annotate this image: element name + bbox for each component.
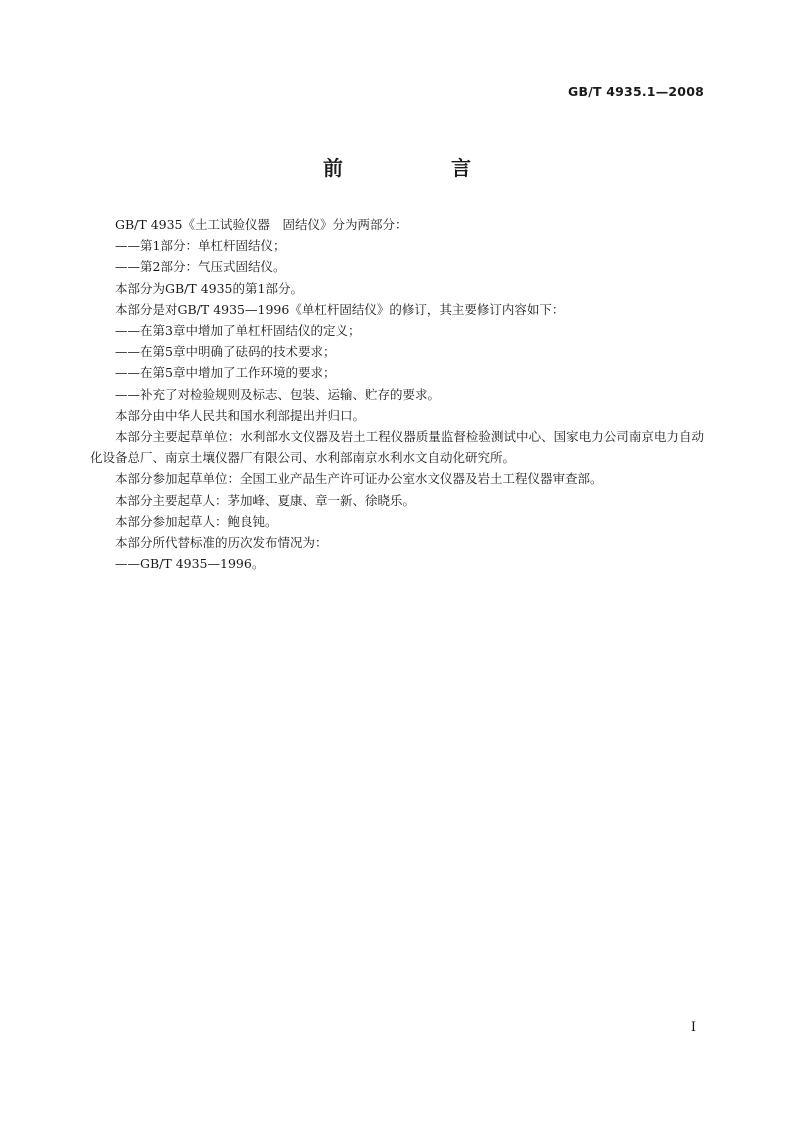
paragraph-revision: 本部分是对GB/T 4935—1996《单杠杆固结仪》的修订，其主要修订内容如下：: [115, 301, 565, 317]
list-item-revision-4: ——补充了对检验规则及标志、包装、运输、贮存的要求。: [115, 386, 441, 402]
standard-code: GB/T 4935.1—2008: [568, 84, 704, 99]
page-title: 前 言: [323, 156, 515, 180]
paragraph-participating-units: 本部分参加起草单位：全国工业产品生产许可证办公室水文仪器及岩土工程仪器审查部。: [115, 471, 603, 487]
list-item-part-2: ——第2部分：气压式固结仪。: [115, 259, 286, 275]
paragraph-this-part: 本部分为GB/T 4935的第1部分。: [115, 280, 303, 296]
list-item-history-1: ——GB/T 4935—1996。: [115, 556, 265, 572]
list-item-revision-2: ——在第5章中明确了砝码的技术要求；: [115, 344, 336, 360]
list-item-revision-3: ——在第5章中增加了工作环境的要求；: [115, 365, 336, 381]
paragraph-participating-drafters: 本部分参加起草人：鲍良钝。: [115, 513, 278, 529]
document-body: [90, 214, 704, 574]
paragraph-main-drafting-units: 本部分主要起草单位：水利部水文仪器及岩土工程仪器质量监督检验测试中心、国家电力公司南京电力自动化设备总厂、南京土壤仪器厂有限公司、水利部南京水利水文自动化研究所。: [90, 429, 704, 466]
paragraph-main-drafters: 本部分主要起草人：茅加峰、夏康、章一新、徐晓乐。: [115, 492, 416, 508]
paragraph-proposer: 本部分由中华人民共和国水利部提出并归口。: [115, 407, 366, 423]
paragraph-history: 本部分所代替标准的历次发布情况为：: [115, 535, 328, 551]
paragraph-parts-intro: GB/T 4935《土工试验仪器 固结仪》分为两部分：: [115, 217, 408, 232]
list-item-part-1: ——第1部分：单杠杆固结仪；: [115, 238, 286, 254]
page-number: I: [690, 1020, 696, 1035]
list-item-revision-1: ——在第3章中增加了单杠杆固结仪的定义；: [115, 323, 361, 339]
